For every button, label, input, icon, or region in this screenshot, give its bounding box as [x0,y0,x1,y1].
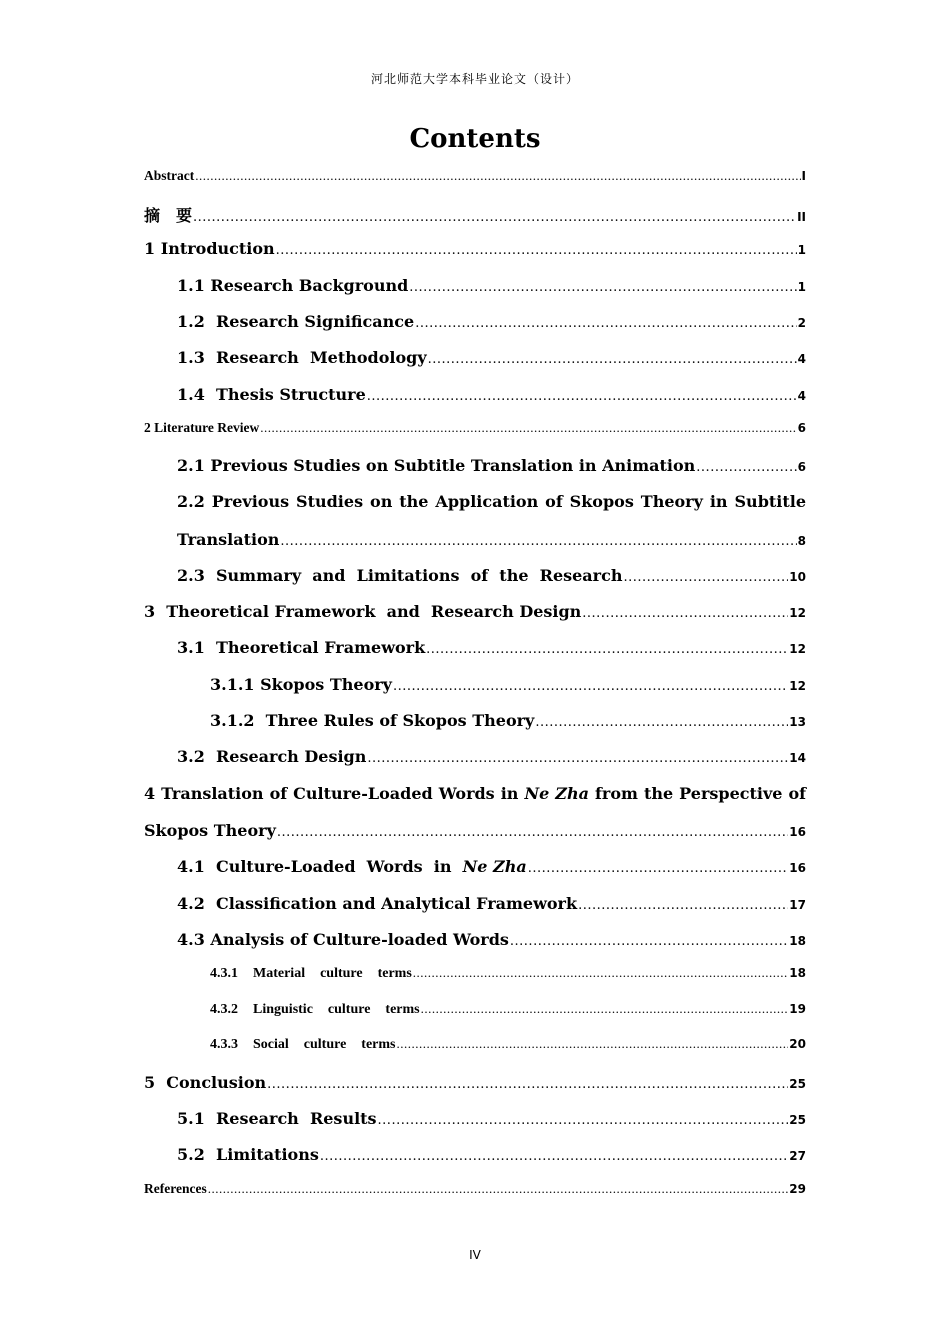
toc-entry-chapter-4-continuation[interactable]: Skopos Theory ..... 16 [144,821,806,840]
toc-entry-5-2[interactable]: 5.2 Limitations ..... 27 [177,1145,806,1164]
toc-entry-chinese-abstract[interactable]: 摘 要 ..... II [144,203,806,226]
page-title: Contents [409,124,541,154]
toc-entry-5-1[interactable]: 5.1 Research Results ..... 25 [177,1109,806,1128]
toc-entry-2-2[interactable]: 2.2 Previous Studies on the Application of Skopos Theory in Subtitle [177,492,806,511]
toc-entry-4-3-3[interactable]: 4.3.3 Social culture terms ..... 20 [210,1036,806,1053]
toc-entry-conclusion[interactable]: 5 Conclusion ..... 25 [144,1073,806,1092]
page-header: 河北师范大学本科毕业论文（设计） [370,72,579,86]
toc-entry-3-1-2[interactable]: 3.1.2 Three Rules of Skopos Theory ..... 13 [210,711,806,730]
toc-entry-3-1-1[interactable]: 3.1.1 Skopos Theory ..... 12 [210,675,806,694]
toc-entry-4-3-2[interactable]: 4.3.2 Linguistic culture terms ..... 19 [210,1001,806,1018]
toc-entry-3-1[interactable]: 3.1 Theoretical Framework ..... 12 [177,638,806,657]
toc-entry-2-3[interactable]: 2.3 Summary and Limitations of the Research ..... 10 [177,566,806,585]
toc-entry-4-3[interactable]: 4.3 Analysis of Culture-loaded Words ..... 18 [177,930,806,949]
toc-entry-4-2[interactable]: 4.2 Classification and Analytical Framework ..... 17 [177,894,806,913]
toc-entry-1-1[interactable]: 1.1 Research Background ..... 1 [177,276,806,295]
page-number: IV [469,1248,481,1262]
toc-entry-abstract[interactable]: Abstract ..... I [144,168,806,184]
toc-entry-literature-review[interactable]: 2 Literature Review ..... 6 [144,420,806,436]
toc-entry-introduction[interactable]: 1 Introduction ..... 1 [144,239,806,258]
toc-entry-4-3-1[interactable]: 4.3.1 Material culture terms ..... 18 [210,965,806,982]
toc-entry-4-1[interactable]: 4.1 Culture-Loaded Words in Ne Zha ..... 16 [177,857,806,876]
toc-entry-1-4[interactable]: 1.4 Thesis Structure ..... 4 [177,385,806,404]
toc-entry-2-1[interactable]: 2.1 Previous Studies on Subtitle Translation in Animation ..... 6 [177,456,806,475]
toc-entry-1-2[interactable]: 1.2 Research Significance ..... 2 [177,312,806,331]
toc-entry-references[interactable]: References ..... 29 [144,1181,806,1197]
toc-entry-theoretical-framework[interactable]: 3 Theoretical Framework and Research Design ..... 12 [144,602,806,621]
toc-entry-2-2-continuation[interactable]: Translation ..... 8 [177,530,806,549]
toc-entry-1-3[interactable]: 1.3 Research Methodology ..... 4 [177,348,806,367]
toc-entry-chapter-4[interactable]: 4 Translation of Culture-Loaded Words in Ne Zha from the Perspective of [144,784,807,803]
toc-entry-3-2[interactable]: 3.2 Research Design ..... 14 [177,747,806,766]
